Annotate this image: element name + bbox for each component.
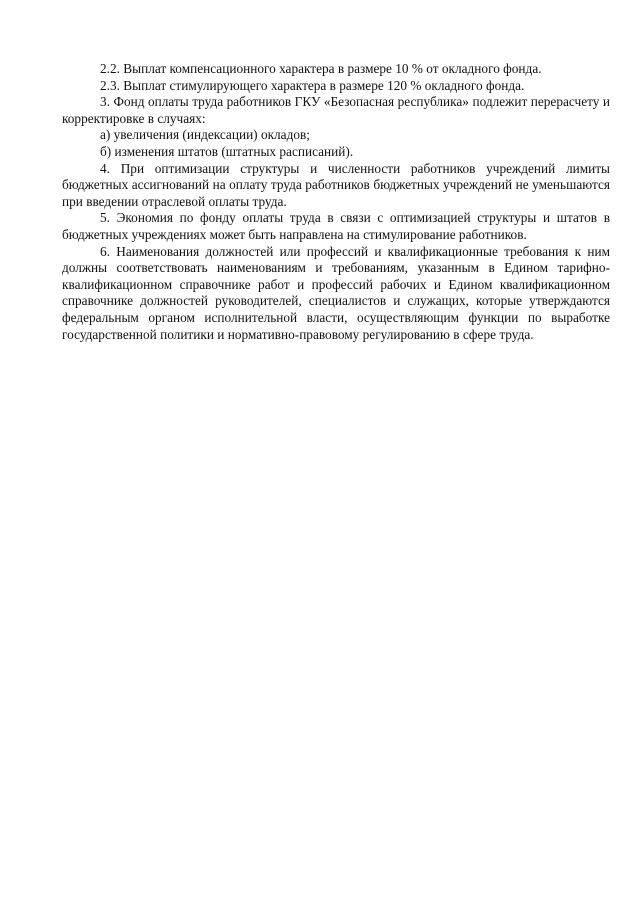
paragraph-2-3: 2.3. Выплат стимулирующего характера в размере 120 % окладного фонда. xyxy=(100,77,525,93)
paragraph-5: 5. Экономия по фонду оплаты труда в связи с оптимизацией структуры и штатов в бюджетных учреждениях может быть направлена на стимулирование работников. xyxy=(62,210,610,242)
paragraph-3-b: б) изменения штатов (штатных расписаний). xyxy=(100,143,354,159)
document-body xyxy=(62,61,610,343)
paragraph-2-2: 2.2. Выплат компенсационного характера в размере 10 % от окладного фонда. xyxy=(100,61,542,76)
paragraph-3-a: а) увеличения (индексации) окладов; xyxy=(100,127,310,143)
paragraph-3: 3. Фонд оплаты труда работников ГКУ «Безопасная республика» подлежит перерасчету и корректировке в случаях: xyxy=(62,94,610,126)
paragraph-4: 4. При оптимизации структуры и численности работников учреждений лимиты бюджетных ассигнований на оплату труда работников бюджетных учреждений не уменьшаются при введении отраслевой оплаты труда. xyxy=(62,160,610,209)
paragraph-6: 6. Наименования должностей или профессий и квалификационные требования к ним должны соответствовать наименованиям и требованиям, указанным в Едином тарифно-квалификационном справочнике работ и профессий рабочих и Едином квалификационном справочнике должностей руководителей, специалистов и служащих, которые утверждаются федеральным органом исполнительной власти, осуществляющим функции по выработке государственной политики и нормативно-правовому регулированию в сфере труда. xyxy=(62,243,610,342)
